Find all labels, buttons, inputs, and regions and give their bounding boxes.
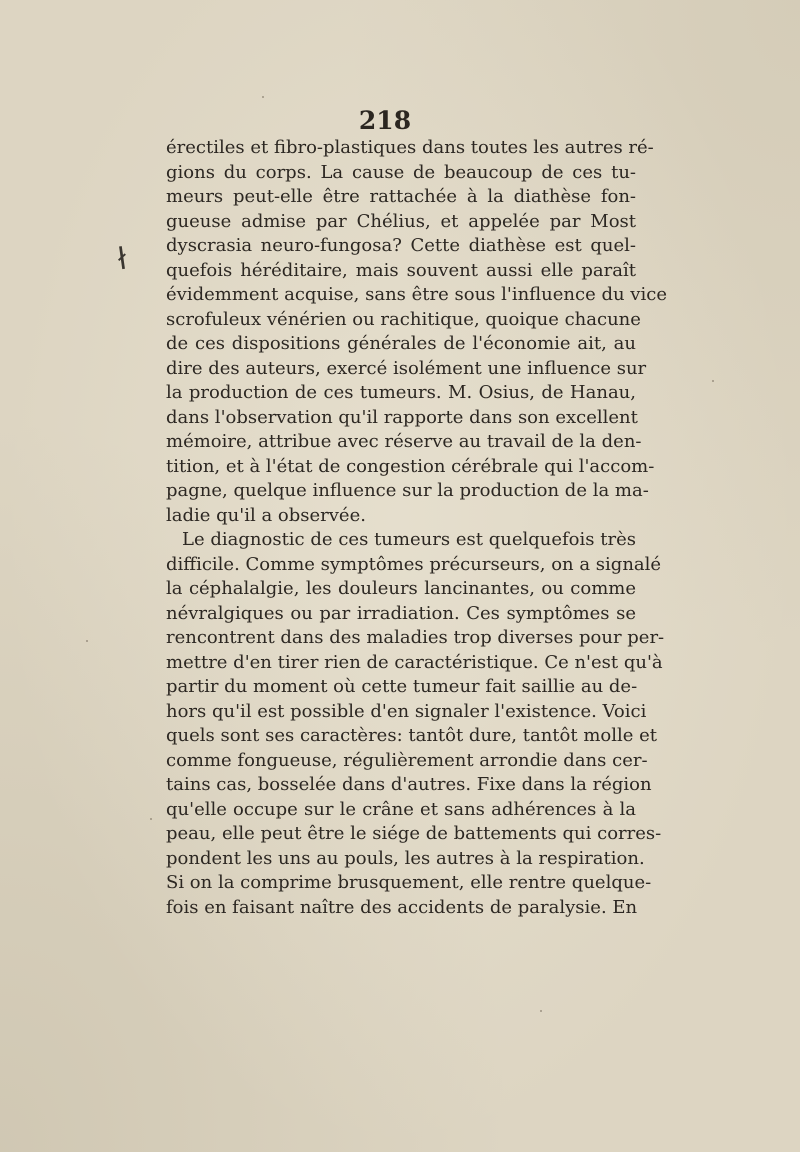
text-line: difficile. Comme symptômes précurseurs, on a signalé <box>166 553 662 575</box>
text-line: quels sont ses caractères: tantôt dure, tantôt molle et <box>166 725 658 746</box>
paragraph-1 <box>166 136 667 528</box>
text-line: dyscrasia neuro-fungosa? Cette diathèse est quel- <box>166 235 636 256</box>
body-text <box>166 136 667 920</box>
text-line: mémoire, attribue avec réserve au travail de la den- <box>166 431 642 452</box>
text-line: névralgiques ou par irradiation. Ces symptômes se <box>166 602 636 624</box>
text-line: tition, et à l'état de congestion cérébrale qui l'accom- <box>166 455 655 477</box>
text-line: tains cas, bosselée dans d'autres. Fixe dans la région <box>166 774 652 795</box>
paper-speck <box>712 380 714 382</box>
text-line: hors qu'il est possible d'en signaler l'existence. Voici <box>166 700 647 722</box>
text-line: de ces dispositions générales de l'économie ait, au <box>166 333 636 354</box>
text-line: pagne, quelque influence sur la production de la ma- <box>166 480 649 501</box>
text-line: quefois héréditaire, mais souvent aussi elle paraît <box>166 259 636 281</box>
text-line: comme fongueuse, régulièrement arrondie dans cer- <box>166 749 648 771</box>
paper-speck <box>86 640 88 642</box>
text-line: dans l'observation qu'il rapporte dans son excellent <box>166 406 638 428</box>
text-line: scrofuleux vénérien ou rachitique, quoique chacune <box>166 308 641 330</box>
page-number: 218 <box>358 106 412 135</box>
text-line: fois en faisant naître des accidents de paralysie. En <box>166 896 638 918</box>
margin-annotation: ł <box>115 241 129 278</box>
text-line: qu'elle occupe sur le crâne et sans adhérences à la <box>166 798 636 820</box>
text-line: la production de ces tumeurs. M. Osius, de Hanau, <box>166 382 636 403</box>
paper-speck <box>540 1010 542 1012</box>
text-line: la céphalalgie, les douleurs lancinantes, ou comme <box>166 578 636 599</box>
text-line: peau, elle peut être le siége de battements qui corres- <box>166 823 662 844</box>
text-line: Le diagnostic de ces tumeurs est quelquefois très <box>182 529 636 550</box>
text-line: rencontrent dans des maladies trop diverses pour per- <box>166 627 665 648</box>
text-line: mettre d'en tirer rien de caractéristique. Ce n'est qu'à <box>166 651 663 673</box>
text-line: érectiles et fibro-plastiques dans toutes les autres ré- <box>166 137 654 158</box>
text-line: ladie qu'il a observée. <box>166 504 366 526</box>
text-line: gions du corps. La cause de beaucoup de ces tu- <box>166 161 636 183</box>
text-line: gueuse admise par Chélius, et appelée par Most <box>166 210 636 232</box>
text-line: Si on la comprime brusquement, elle rentre quelque- <box>166 872 652 893</box>
paper-speck <box>150 818 152 820</box>
text-line: partir du moment où cette tumeur fait saillie au de- <box>166 676 638 697</box>
text-line: dire des auteurs, exercé isolément une influence sur <box>166 357 647 379</box>
paper-speck <box>262 96 264 98</box>
paragraph-2 <box>166 528 665 920</box>
text-line: pondent les uns au pouls, les autres à la respiration. <box>166 847 645 869</box>
text-line: meurs peut-elle être rattachée à la diathèse fon- <box>166 186 636 207</box>
text-line: évidemment acquise, sans être sous l'influence du vice <box>166 284 667 305</box>
